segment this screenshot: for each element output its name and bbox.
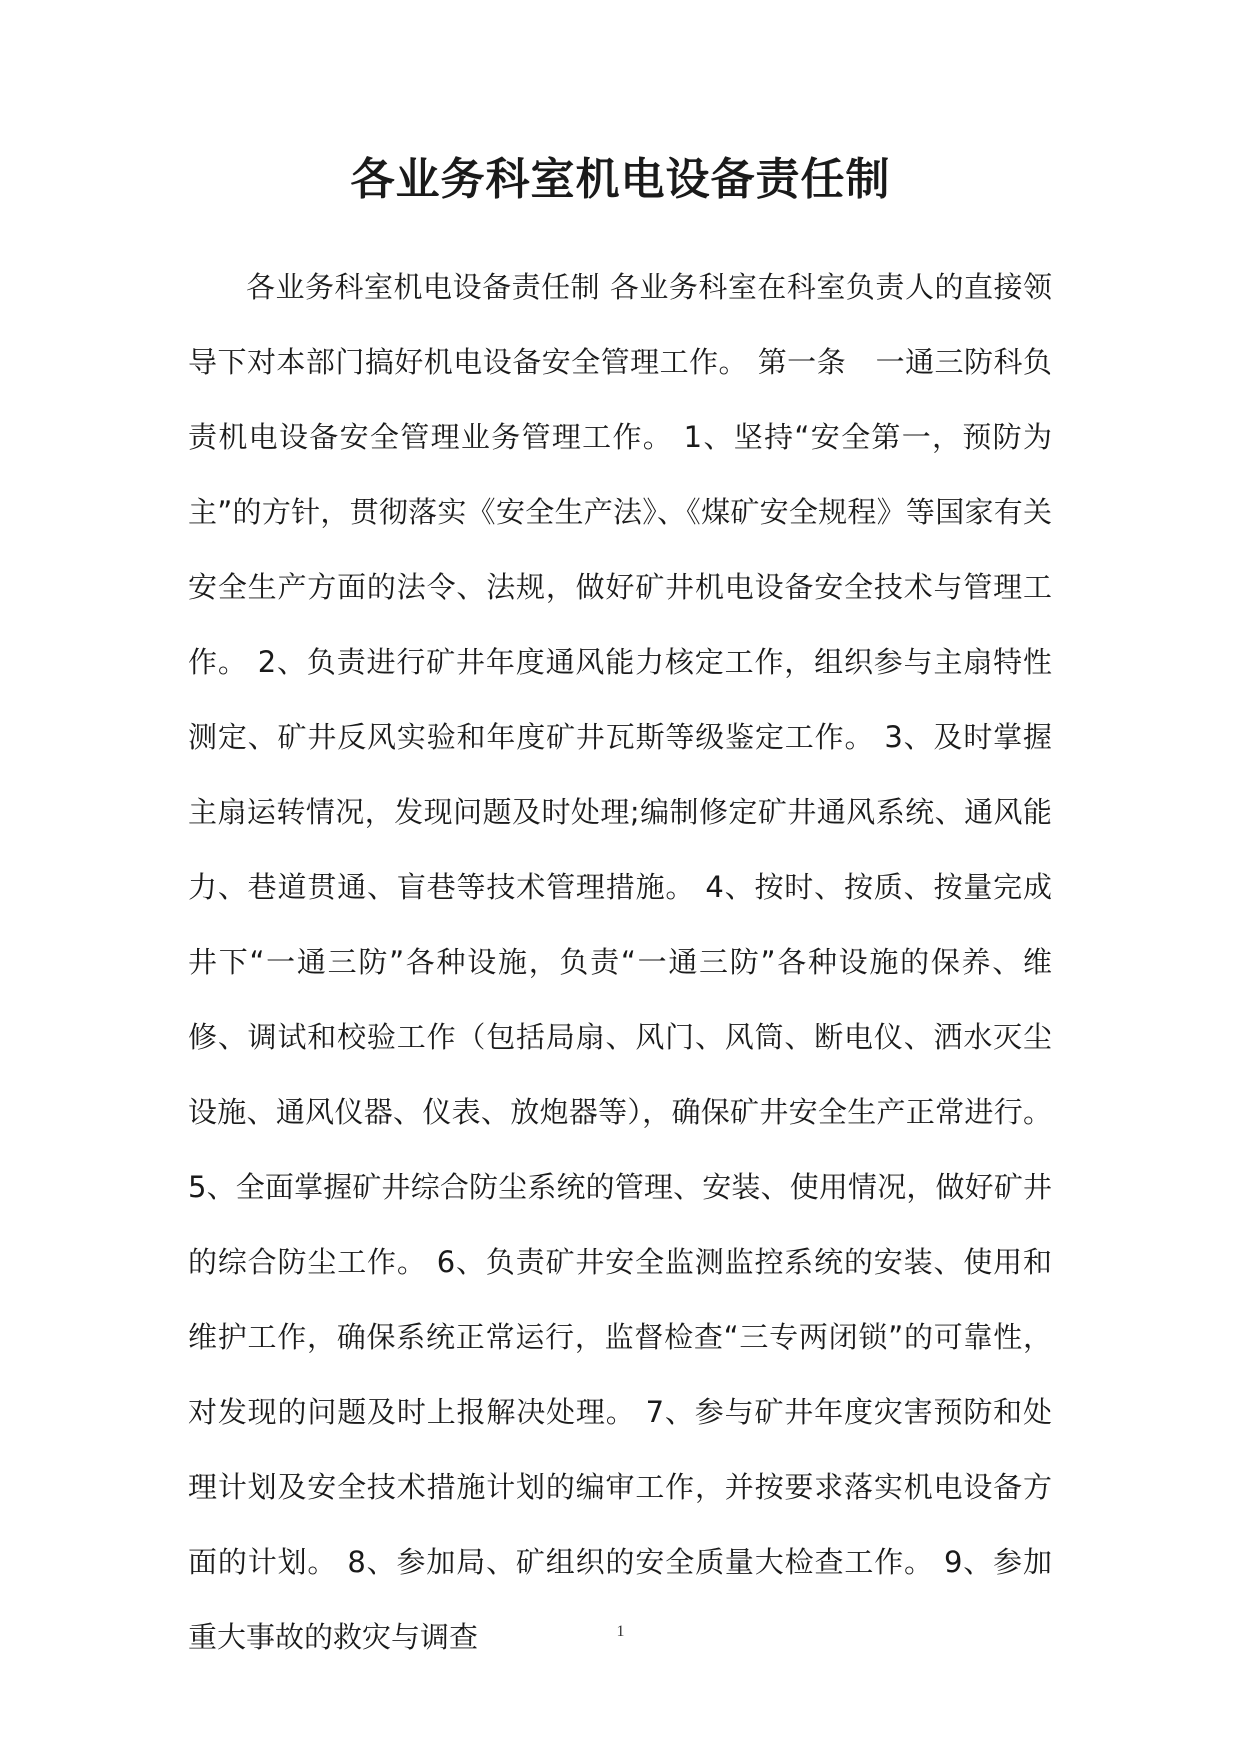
page-number: 1 xyxy=(616,1623,625,1640)
document-body-paragraph: 各业务科室机电设备责任制 各业务科室在科室负责人的直接领导下对本部门搞好机电设备安全管理工作。 第一条 一通三防科负责机电设备安全管理业务管理工作。 1、坚持“安全第一，预防为主”的方针，贯彻落实《安全生产法》、《煤矿安全规程》等国家有关安全生产方面的法令、法规，做好矿井机电设备安全技术与管理工作。 2、负责进行矿井年度通风能力核定工作，组织参与主扇特性测定、矿井反风实验和年度矿井瓦斯等级鉴定工作。 3、及时掌握主扇运转情况，发现问题及时处理;编制修定矿井通风系统、通风能力、巷道贯通、盲巷等技术管理措施。 4、按时、按质、按量完成井下“一通三防”各种设施，负责“一通三防”各种设施的保养、维修、调试和校验工作（包括局扇、风门、风筒、断电仪、洒水灭尘设施、通风仪器、仪表、放炮器等），确保矿井安全生产正常进行。 5、全面掌握矿井综合防尘系统的管理、安装、使用情况，做好矿井的综合防尘工作。 6、负责矿井安全监测监控系统的安装、使用和维护工作，确保系统正常运行，监督检查“三专两闭锁”的可靠性，对发现的问题及时上报解决处理。 7、参与矿井年度灾害预防和处理计划及安全技术措施计划的编审工作，并按要求落实机电设备方面的计划。 8、参加局、矿组织的安全质量大检查工作。 9、参加重大事故的救灾与调查 xyxy=(188,270,1052,1654)
document-title: 各业务科室机电设备责任制 xyxy=(350,154,891,205)
